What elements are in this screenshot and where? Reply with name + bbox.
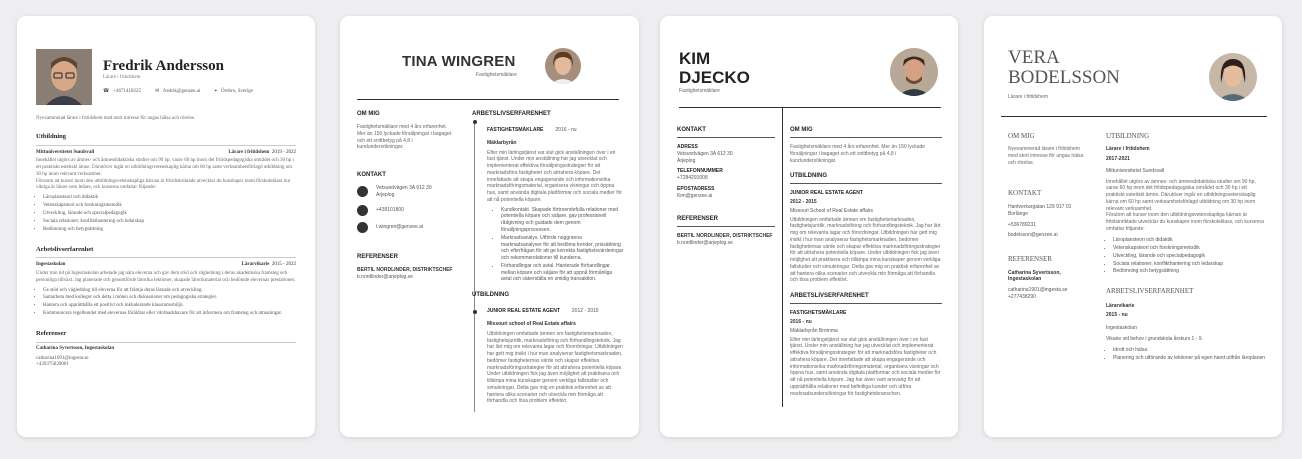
phone-text: +536789231 [1008, 221, 1036, 228]
section-heading-work: ARBETSLIVSERFARENHET [790, 292, 942, 304]
phone-text: +4671418225 [113, 89, 142, 94]
education-school: Missouri school of Real Estate affairs [487, 321, 576, 328]
right-column [790, 120, 942, 397]
section-heading-work: ARBETSLIVSERFARENHET [472, 111, 551, 117]
section-heading-about: OM MIG [1008, 132, 1035, 140]
job-company: Mäklarbyrån [487, 139, 517, 146]
education-list [1106, 237, 1266, 276]
list-item: • Marknadsanalys. Utförde noggranna marknadsanalyser för att bedöma trender, prissättning och efterfrågan för att ge korrekta fastighetsvärderingar och rekommendationer till kunderna. [501, 235, 624, 262]
reference-name: Catharina Syvertsson, Ingestaskolan [1008, 269, 1061, 283]
reference-name: Catharina Syvertsson, Ingestaskolan [36, 345, 115, 351]
job-years: 2016 - nu [790, 319, 812, 326]
work-list [36, 288, 296, 319]
phone-text: +439101800 [376, 206, 404, 213]
work-place: Ingestaskolan [1106, 325, 1137, 332]
section-heading-references: REFERENSER [1008, 255, 1052, 264]
column-divider [782, 107, 783, 407]
education-header [487, 308, 624, 315]
work-text: Under min tid på Ingestaskolan arbetade jag nära eleverna och gav dem stöd och vägledning i deras akademiska framsteg och personliga tillväxt. Jag planerade och genomförde lärorika lektioner, skapade lärorikmaterial och bedömde elevernas prestationer. [36, 271, 296, 283]
right-column [472, 106, 624, 405]
address-text: Vetsundvägen 3A 612 30 Arjeplog [677, 150, 733, 164]
education-row [36, 150, 296, 157]
work-role: Lärarvikarie [241, 262, 270, 268]
work-list [1106, 347, 1266, 362]
education-title: Lärare i fritidshem [1106, 146, 1150, 153]
list-item: • Kommunicera regelbundet med elevernas föräldrar eller vårdnadshavare för att informera om framsteg och utmaningar. [43, 311, 296, 318]
job-years: 2016 - nu [555, 127, 577, 134]
list-item: • Läroplansteori och didaktik [1113, 237, 1266, 244]
email-text: bodelsson@genzee.ai [1008, 232, 1058, 239]
job-title: Lärare i fritidshem [1008, 94, 1049, 100]
resume-card-tina[interactable] [340, 16, 639, 437]
reference-name: BERTIL NORDLINDER, DISTRIKTSCHEF [677, 233, 773, 240]
section-heading-education: UTBILDNING [790, 172, 942, 184]
education-school: Mittuniversitetet Sundsvall [36, 149, 95, 155]
education-years: 2019 - 2022 [271, 149, 296, 155]
profile-photo [890, 48, 938, 96]
reference-email: b.nordlinder@arjeplog.se [357, 273, 413, 280]
section-heading-about: OM MIG [790, 126, 942, 138]
work-meta [242, 262, 296, 269]
address-label: ADRESS [677, 144, 698, 151]
job-title-label: FASTIGHETSMÄKLARE [790, 310, 847, 317]
left-column [357, 106, 455, 280]
candidate-name: TINA WINGREN [402, 53, 516, 70]
mail-icon: ✉ [155, 89, 160, 94]
job-title: Lärare i fritidshem [103, 75, 141, 80]
contact-row [103, 89, 253, 96]
intro-text: Nyexaminerad lärare i fritidshem med stort intresse för ungas hälsa och rörelse. [36, 116, 196, 121]
reference-name: BERTIL NORDLINDER, DISTRIKTSCHEF [357, 266, 453, 273]
list-item: • Hantera och upprätthålla ett positivt och inkluderande klassrumsmiljö. [43, 303, 296, 310]
reference-email: catharina1901@ingesta.se [1008, 287, 1068, 294]
phone-contact [357, 205, 455, 216]
education-text: Utbildningen omfattade ämnen om fastighetsmarknaden, fastighetsjuridik, marknadsföring och förhandlingsteknik. Jag har lärt mig om relevanta lagar och förordningar. Utbildningen har gett mig insikt i hur man analyserar fastighetsmarknaden, bedömer fastigheternas värde och skapar effektiva marknadsföringsstrategier för att attrahera potentiella köpare. Under utbildningen fick jag även möjlighet att praktisera och tillämpa mina kunskaper genom verkliga fallstudier och simuleringar. Detta gav mig en praktisk erfarenhet av att hantera olika scenarier och utveckla min förmåga att förhandla och lösa problem effektivt. [487, 330, 623, 405]
email-text: t.wingren@genzee.ai [376, 223, 424, 230]
profile-photo [545, 48, 581, 84]
job-text: Efter min lärlingstjänst var slut gick anställningen över i en fast tjänst. Under min anställning har jag utvecklat och implementerat effektiva försäljningsstrategier för att marknadsföra fastigheter och attrahera köpare. Det innefattade att skapa engagerande och informationsrika marknadsföringsmaterial, organisera visningar och öppna hus, samt använda digitala plattformar och sociala medier för att nå potentiella köpare. Jag har även varit ansvarig för att upprätthålla relationer med befintliga kunder och utföra marknadsundersökningar för fastighetsbranschen. [790, 336, 941, 397]
education-list [36, 195, 296, 234]
candidate-name [1008, 48, 1120, 88]
resume-body [36, 116, 296, 369]
mail-icon [357, 222, 368, 233]
list-item: • Sociala relationer, konflikthantering och ledarskap [43, 219, 296, 226]
list-item: • Ge stöd och vägledning till eleverna för att främja deras lärande och utveckling. [43, 288, 296, 295]
name-first: KIM [679, 49, 711, 68]
email-contact [155, 89, 200, 96]
list-item: • Utveckling, lärande och specialpedagogik [43, 211, 296, 218]
about-text: Fastighetsmäklare med 4 års erfarenhet. Mer än 150 lyckade försäljningar i bagaget och ett snittbetyg på 4,8 i kundundersökningar. [790, 144, 926, 164]
name-first: VERA [1008, 47, 1060, 68]
work-row [36, 262, 296, 269]
resume-card-vera[interactable] [984, 16, 1282, 437]
education-school: Mittuniversitetet Sundsvall [1106, 167, 1165, 174]
profile-photo [36, 49, 92, 105]
location-pin-icon: ⌖ [214, 89, 218, 94]
list-item: • Utveckling, lärande och specialpedagogik [1113, 253, 1266, 260]
work-years: 2015 - nu [1106, 312, 1128, 319]
phone-icon: ☎ [103, 89, 110, 94]
work-text: Vikarie vid behov i grundskola årskurs 1 - 9. [1106, 335, 1203, 342]
header-divider [1001, 116, 1267, 117]
education-years: 2012 - 2015 [790, 199, 817, 206]
resume-card-fredrik[interactable] [17, 16, 315, 437]
resume-card-kim[interactable] [660, 16, 958, 437]
list-item: • Vetenskapsteori och forskningsmetodik [1113, 245, 1266, 252]
phone-contact [103, 89, 141, 96]
education-meta [228, 150, 296, 157]
reference-email: b.nordlinder@arjeplog.se [677, 240, 733, 247]
address-contact [357, 185, 455, 199]
profile-photo [1209, 53, 1257, 101]
email-label: EPOSTADRESS [677, 185, 715, 192]
list-item: • Bedömning och betygsättning [1113, 268, 1266, 275]
header-divider [679, 107, 941, 108]
education-years: 2012 - 2015 [571, 308, 599, 315]
work-role: Lärarvikarie [1106, 302, 1135, 309]
education-text: Utbildningen omfattade ämnen om fastighetsmarknaden, fastighetsjuridik, marknadsföring och förhandlingsteknik. Jag har lärt mig om relevanta lagar och förordningar. Utbildningen har gett mig insikt i hur man analyserar fastighetsmarknaden, bedömer fastigheternas värde och skapar effektiva marknadsföringsstrategier för att attrahera potentiella köpare. Under utbildningen fick jag även möjlighet att praktisera och tillämpa mina kunskaper genom verkliga fallstudier och simuleringar. Detta gav mig en praktisk erfarenhet av att hantera olika scenarier och utveckla min förmåga att förhandla och lösa problem effektivt. [790, 216, 941, 284]
list-item: • Kundkontakt. Skapade förtroendefulla relationer med potentiella köpare och säljare, gav professionell rådgivning och guidade dem genom försäljningsprocessen. [501, 207, 624, 234]
address-text: Hantverkargatan 129 917 01 Borlänge [1008, 204, 1072, 217]
email-contact [357, 222, 455, 233]
list-item: • Bedömning och betygsättning [43, 227, 296, 234]
address-text: Vetsundvägen 3A 612 30 Arjeplog [376, 185, 432, 198]
list-item: • Planering och utförande av lektioner på egen hand utifrån läroplanen [1113, 355, 1266, 362]
section-heading-work: Arbetslivserfarenhet [36, 246, 296, 259]
job-header [487, 127, 624, 134]
name-last: BODELSSON [1008, 66, 1120, 88]
list-item: • Samarbeta med kollegor och delta i möten och diskussioner om pedagogiska strategier. [43, 295, 296, 302]
home-icon [357, 186, 368, 197]
job-title: Fastighetsmäklare [679, 88, 720, 94]
right-column [1106, 126, 1266, 363]
education-years: 2017-2021 [1106, 156, 1130, 163]
section-heading-contact: KONTAKT [677, 126, 775, 138]
job-title-label: FASTIGHETSMÄKLARE [487, 127, 544, 134]
candidate-name: Fredrik Andersson [103, 58, 224, 74]
education-text: Innehållet utgörs av ämnes- och ämnesdidaktiska studier om 90 hp, varav 60 hp inom det fritidspedagogiska området och 30 hp i ett praktiskt estetiskt ämne. Därutöver ingår en utbildningsvetenskaplig kärna om 60 hp samt verksamhetsförlagd utbildning om 30 hp inom relevant verksamhet. Förutom att kurser inom den utbildningsvetenskapliga kärnan är fritidsinriktade utvecklar du kunskaper inom förskoleklass hur viktiga är lärare som ledare, och kurserna omfattar följande: [36, 158, 294, 191]
list-item: • Läroplansteori och didaktik [43, 195, 296, 202]
location-text: Örebro, Sverige [221, 89, 253, 94]
section-heading-about: OM MIG [357, 111, 380, 117]
work-years: 2015 - 2022 [271, 262, 296, 268]
reference-email: catharina1091@ingesta.se [36, 355, 89, 361]
list-item: • Idrott och hälsa [1113, 347, 1266, 354]
reference-phone: +277438290 [1008, 293, 1036, 300]
section-heading-references: REFERENSER [677, 215, 775, 227]
education-title: JUNIOR REAL ESTATE AGENT [790, 190, 863, 197]
section-heading-contact: KONTAKT [1008, 188, 1042, 197]
phone-label: TELEFONNUMMER [677, 168, 723, 175]
about-text: Fastighetsmäklare med 4 års erfarenhet. Mer än 150 lyckade försäljningar i bagaget och ett snittbetyg på 4,8 i kundundersökningar. [357, 124, 452, 151]
education-text: Innehållet utgörs av ämnes- och ämnesdidaktiska studier om 90 hp, varav 60 hp inom det fritidspedagogiska området och 30 hp i ett praktiskt estetiskt ämne. Därutöver ingår en utbildningsvetenskaplig kärna om 60 hp samt verksamhetsförlagd utbildning om 30 hp inom relevant verksamhet. Förutom att kurser inom den utbildningsvetenskapliga kärnan är fritidsinriktade utvecklar du kunskaper inom förskoleklass, och kurserna omfattar följande: [1106, 178, 1264, 232]
left-column [1008, 126, 1088, 301]
list-item: • Förhandlingar och avtal. Hanterade förhandlingar mellan köpare och säljare för att uppnå förmånliga avtal och säkerställa en smidig transaktion. [501, 263, 624, 283]
name-last: DJECKO [679, 67, 750, 87]
job-company: Mäklarbyrån Bromma [790, 327, 838, 334]
section-heading-education: UTBILDNING [472, 292, 509, 299]
left-column [677, 120, 775, 247]
list-item: • Sociala relationer, konflikthantering och ledarskap [1113, 261, 1266, 268]
reference-phone: +439375839001 [36, 362, 69, 368]
phone-icon [357, 205, 368, 216]
candidate-name [679, 50, 750, 87]
section-heading-references: Referenser [36, 330, 296, 343]
education-title: JUNIOR REAL ESTATE AGENT [487, 308, 560, 315]
phone-text: +7284291008 [677, 175, 708, 182]
email-text: Kim@genzee.ai [677, 192, 713, 199]
section-heading-education: Utbildning [36, 133, 296, 146]
header-divider [357, 99, 619, 100]
about-text: Nyexaminerad lärare i fritidshem med stort intresse för ungas hälsa och rörelse. [1008, 146, 1084, 166]
section-heading-education: UTBILDNING [1106, 132, 1150, 140]
section-heading-contact: KONTAKT [357, 172, 386, 179]
job-title: Fastighetsmäklare [476, 72, 517, 78]
list-item: • Vetenskapsteori och forskningsmetodik [43, 203, 296, 210]
education-degree: Lärare i fritidshem [228, 149, 270, 155]
email-text: fredrik@genzee.ai [163, 89, 201, 94]
job-list [494, 207, 624, 284]
job-text: Efter min lärlingstjänst var slut gick anställningen över i en fast tjänst. Under min anställning har jag utvecklat och implementerat effektiva försäljningsstrategier för att marknadsföra fastigheter och attrahera köpare. Det innefattade att skapa engagerande och informationsrika marknadsföringsmaterial, organisera visningar och öppna hus, samt använda digitala plattformar och sociala medier för att nå potentiella köpare. [487, 149, 623, 203]
section-heading-references: REFERENSER [357, 253, 399, 260]
section-heading-work: ARBETSLIVSERFARENHET [1106, 287, 1194, 296]
location-contact [214, 89, 253, 96]
work-place: Ingestaskolan [36, 262, 66, 268]
education-school: Missouri School of Real Estate affairs [790, 207, 874, 214]
